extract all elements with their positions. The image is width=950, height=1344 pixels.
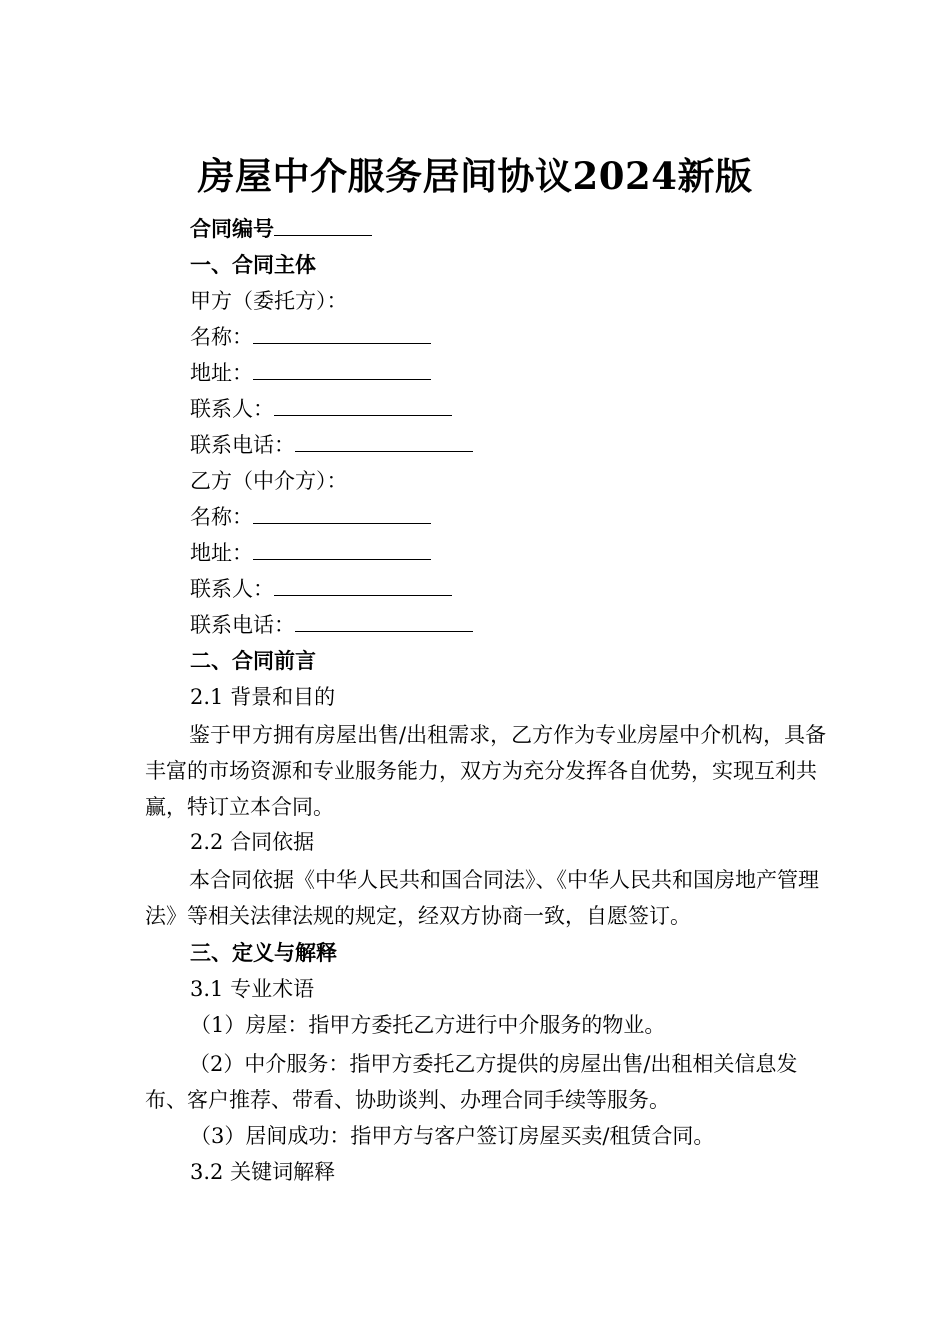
party-b-name-line <box>190 502 431 532</box>
term-item-2: （2）中介服务：指甲方委托乙方提供的房屋出售/出租相关信息发布、客户推荐、带看、协助谈判、办理合同手续等服务。 <box>145 1052 798 1112</box>
party-b-address-line <box>190 538 431 568</box>
document-title: 房屋中介服务居间协议2024新版 <box>197 154 753 198</box>
section-3-heading: 三、定义与解释 <box>190 940 337 965</box>
party-a-address-label: 地址： <box>190 361 253 385</box>
party-b-contact-label: 联系人： <box>190 577 274 601</box>
party-a-address-blank <box>253 359 431 380</box>
contract-number-line <box>190 214 372 244</box>
section-2-2-heading: 2.2 合同依据 <box>190 830 315 854</box>
party-b-name-label: 名称： <box>190 505 253 529</box>
party-b-contact-blank <box>274 575 452 596</box>
party-b-contact-line <box>190 574 452 604</box>
party-b-phone-label: 联系电话： <box>190 613 295 637</box>
party-a-heading: 甲方（委托方）： <box>190 289 348 313</box>
party-a-phone-label: 联系电话： <box>190 433 295 457</box>
term-item-1: （1）房屋：指甲方委托乙方进行中介服务的物业。 <box>190 1013 666 1037</box>
section-3-1-heading: 3.1 专业术语 <box>190 977 315 1001</box>
party-b-phone-line <box>190 610 473 640</box>
contract-number-label: 合同编号 <box>190 216 274 241</box>
party-a-phone-blank <box>295 431 473 452</box>
term-item-3: （3）居间成功：指甲方与客户签订房屋买卖/租赁合同。 <box>190 1124 715 1148</box>
section-1-heading: 一、合同主体 <box>190 252 316 277</box>
party-a-address-line <box>190 358 431 388</box>
party-a-name-label: 名称： <box>190 325 253 349</box>
party-a-name-blank <box>253 323 431 344</box>
party-b-name-blank <box>253 503 431 524</box>
section-2-1-heading: 2.1 背景和目的 <box>190 685 336 709</box>
party-a-name-line <box>190 322 431 352</box>
party-a-contact-line <box>190 394 452 424</box>
party-a-phone-line <box>190 430 473 460</box>
party-b-phone-blank <box>295 611 473 632</box>
contract-number-blank <box>274 215 372 236</box>
party-b-heading: 乙方（中介方）： <box>190 469 348 493</box>
section-2-heading: 二、合同前言 <box>190 648 316 673</box>
section-2-1-paragraph: 鉴于甲方拥有房屋出售/出租需求，乙方作为专业房屋中介机构，具备丰富的市场资源和专业服务能力，双方为充分发挥各自优势，实现互利共赢，特订立本合同。 <box>145 723 827 819</box>
section-2-2-paragraph: 本合同依据《中华人民共和国合同法》、《中华人民共和国房地产管理法》等相关法律法规的规定，经双方协商一致，自愿签订。 <box>145 868 819 928</box>
section-3-2-heading: 3.2 关键词解释 <box>190 1160 336 1184</box>
party-b-address-label: 地址： <box>190 541 253 565</box>
party-a-contact-label: 联系人： <box>190 397 274 421</box>
party-b-address-blank <box>253 539 431 560</box>
party-a-contact-blank <box>274 395 452 416</box>
